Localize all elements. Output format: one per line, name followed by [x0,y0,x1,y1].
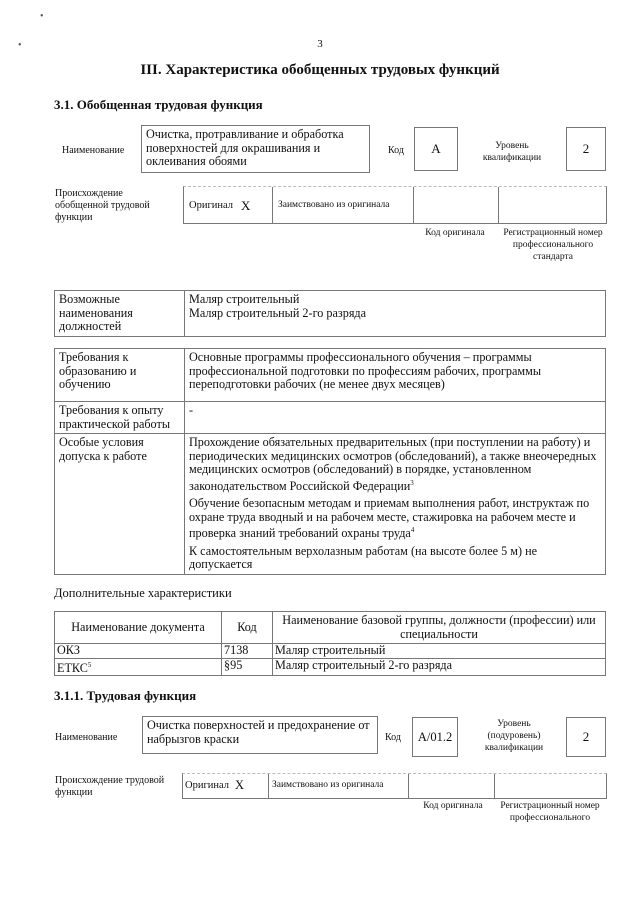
gtf-origin-label: Происхождение обобщенной трудовой функции [55,188,150,223]
tf-origin-row [182,773,607,799]
tf-name-value: Очистка поверхностей и предохранение от набрызгов краски [142,716,378,754]
extra-code: §95 [222,658,273,676]
gtf-level-label: Уровень квалификации [482,141,542,163]
tf-original-mark: X [235,778,245,792]
tf-level-value: 2 [566,717,606,757]
extra-doc [55,658,222,676]
tf-name-label: Наименование [55,732,118,743]
extra-doc-text: ОКЗ [57,643,81,657]
special-conditions-value [185,434,606,575]
tf-code-value: A/01.2 [412,717,458,757]
extra-col-name: Наименование базовой группы, должности (профессии) или специальности [273,612,606,644]
education-label: Требования к образованию и обучению [55,349,185,402]
position-item: Маляр строительный [189,292,300,306]
gtf-origin-divider [413,187,414,223]
extra-doc [55,644,222,659]
special-conditions-para [189,436,601,493]
special-conditions-label: Особые условия допуска к работе [55,434,185,575]
tf-origin-label: Происхождение трудовой функции [55,775,165,798]
gtf-reg-number-label: Регистрационный номер профессионального стандарта [503,228,603,262]
special-text-1: Прохождение обязательных предварительных (при поступлении на работу) и периодических медицинских осмотров (обследований), а также внеочередных медицинских осмотров (обследований) в порядке, установленном законодательством Российской Федерации [189,435,597,493]
requirements-table [54,348,606,575]
tf-origin-divider [268,774,269,798]
extra-name: Маляр строительный [273,644,606,659]
tf-original-label: Оригинал [185,780,229,791]
extra-heading: Дополнительные характеристики [54,586,232,600]
gtf-code-value: А [414,127,458,171]
positions-table [54,290,606,337]
margin-mark: • [40,11,44,22]
gtf-original-mark: X [241,198,251,213]
positions-values [185,291,606,337]
tf-code-original-label: Код оригинала [423,801,483,811]
positions-label: Возможные наименования должностей [55,291,185,337]
gtf-code-original-label: Код оригинала [425,228,485,238]
extra-table [54,611,606,676]
gtf-origin-divider [272,187,273,223]
tf-heading: 3.1.1. Трудовая функция [54,688,197,703]
experience-label: Требования к опыту практической работы [55,402,185,434]
gtf-name-value: Очистка, протравливание и обработка поверхностей для окрашивания и оклеивания обоями [141,125,370,173]
special-text-2: Обучение безопасным методам и приемам выполнения работ, инструктаж по охране труда вводный и на рабочем месте, стажировка на рабочем месте и проверка знаний требований охраны труда [189,496,590,541]
gtf-original-label: Оригинал [189,200,233,211]
footnote-ref: 5 [87,660,92,669]
experience-value: - [185,402,606,434]
education-value: Основные программы профессионального обучения – программы профессиональной подготовки по профессиям рабочих, программы переподготовки рабочих (не менее двух месяцев) [185,349,606,402]
margin-mark: • [18,40,22,51]
extra-col-code: Код [222,612,273,644]
tf-origin-divider [408,774,409,798]
gtf-origin-divider [498,187,499,223]
section-title: III. Характеристика обобщенных трудовых функций [140,62,500,78]
extra-name: Маляр строительный 2-го разряда [273,658,606,676]
special-conditions-para: К самостоятельным верхолазным работам (на высоте более 5 м) не допускается [189,543,538,572]
gtf-level-value: 2 [566,127,606,171]
tf-borrowed-label: Заимствовано из оригинала [272,780,384,790]
page-number: 3 [317,38,323,50]
tf-code-label: Код [385,732,401,743]
gtf-name-label: Наименование [62,145,125,156]
gtf-heading: 3.1. Обобщенная трудовая функция [54,97,263,112]
footnote-ref: 4 [410,526,415,535]
special-conditions-para [189,497,601,541]
tf-reg-number-label: Регистрационный номер профессионального [500,801,600,823]
tf-level-label: Уровень (подуровень) квалификации [484,719,544,753]
gtf-borrowed-label: Заимствовано из оригинала [278,200,390,210]
extra-doc-text: ЕТКС [57,660,88,675]
table-row [55,644,606,659]
table-row [55,658,606,676]
gtf-origin-row [183,186,607,224]
extra-col-doc: Наименование документа [55,612,222,644]
gtf-code-label: Код [388,145,404,156]
position-item: Маляр строительный 2-го разряда [189,305,367,320]
tf-origin-divider [494,774,495,798]
footnote-ref: 3 [410,478,414,487]
extra-code: 7138 [222,644,273,659]
